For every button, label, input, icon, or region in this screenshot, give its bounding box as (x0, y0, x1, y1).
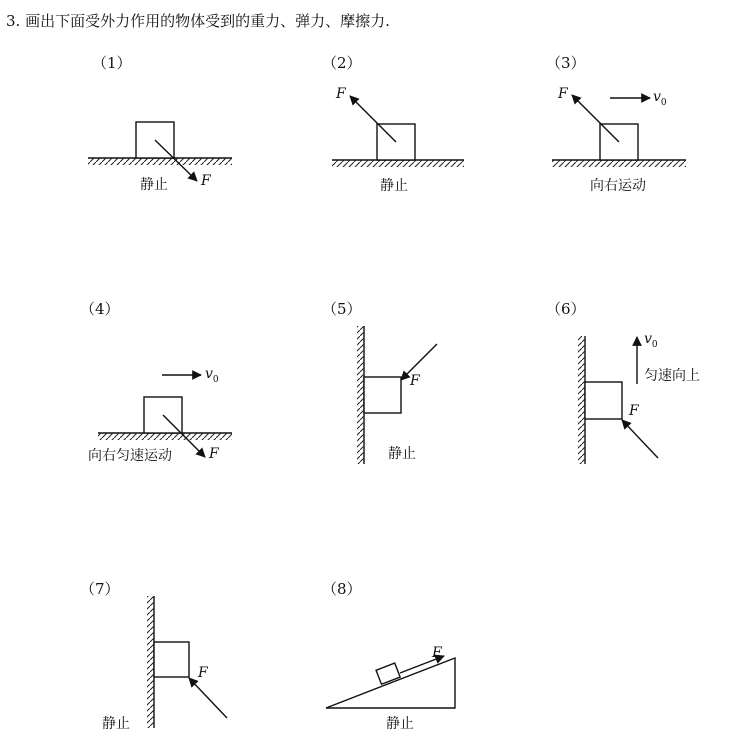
figure-8-label: （8） (322, 580, 362, 598)
figure-1-caption: 静止 (140, 177, 168, 193)
figure-4-caption: 向右匀速运动 (88, 448, 172, 464)
ground-hatch (552, 160, 686, 167)
figure-6-drawing (578, 336, 658, 464)
force-arrow (622, 420, 658, 458)
block (585, 382, 622, 419)
figure-4-label: （4） (80, 300, 120, 318)
ground-hatch (98, 433, 232, 440)
force-arrow (350, 96, 396, 142)
wall-hatch (357, 326, 364, 464)
figure-5-force-symbol: F (410, 373, 420, 389)
figure-7-drawing (147, 596, 227, 728)
figure-8-caption: 静止 (386, 716, 414, 732)
block (154, 642, 189, 677)
wall-hatch (147, 596, 154, 728)
force-arrow (189, 678, 227, 718)
figure-2-drawing (332, 96, 464, 167)
figure-3-force-symbol: F (558, 86, 568, 102)
figure-2-force-symbol: F (336, 86, 346, 102)
figure-3-caption: 向右运动 (590, 178, 646, 194)
figure-5-caption: 静止 (388, 446, 416, 462)
figure-8-drawing (326, 656, 455, 708)
figure-3-label: （3） (546, 54, 586, 72)
figure-6-label: （6） (546, 300, 586, 318)
force-arrow (572, 95, 619, 142)
figure-1-force-symbol: F (201, 173, 211, 189)
figure-7-caption: 静止 (102, 716, 130, 732)
wall-hatch (578, 336, 585, 464)
figure-6-velocity-symbol: $v_0$ (644, 331, 658, 350)
block (364, 377, 401, 413)
figure-3-velocity-symbol: $v_0$ (653, 89, 667, 108)
figure-2-label: （2） (322, 54, 362, 72)
question-title: 3. 画出下面受外力作用的物体受到的重力、弹力、摩擦力. (6, 12, 390, 30)
figure-7-force-symbol: F (198, 665, 208, 681)
ground-hatch (88, 158, 232, 165)
ground-hatch (332, 160, 464, 167)
figure-7-label: （7） (80, 580, 120, 598)
figure-2-caption: 静止 (380, 178, 408, 194)
figure-5-label: （5） (322, 300, 362, 318)
figure-4-force-symbol: F (209, 446, 219, 462)
figure-4-velocity-symbol: $v_0$ (205, 366, 219, 385)
figure-8-force-symbol: F (432, 645, 442, 661)
figure-6-force-symbol: F (629, 403, 639, 419)
figure-1-label: （1） (92, 54, 132, 72)
figure-6-caption: 匀速向上 (644, 368, 700, 384)
